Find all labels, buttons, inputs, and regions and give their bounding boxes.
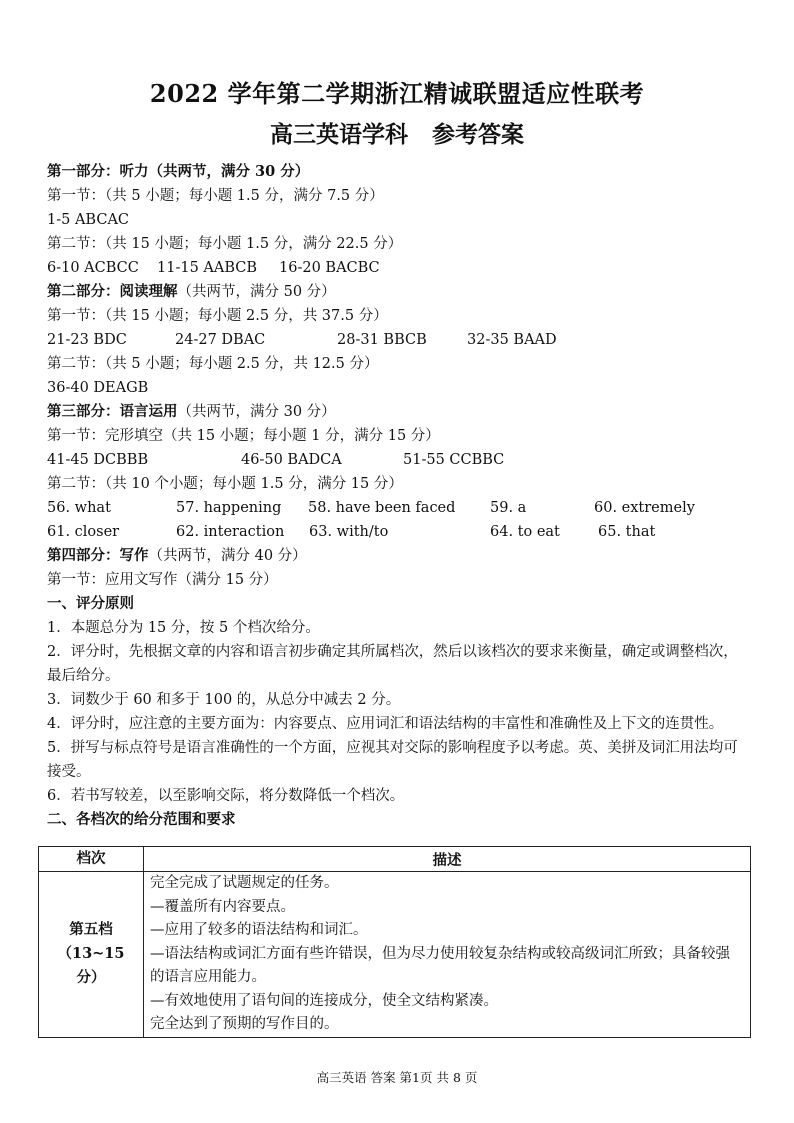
part3-section1: 第一节：完形填空（共 15 小题；每小题 1 分，满分 15 分） [47, 428, 440, 444]
table-row [39, 872, 751, 1038]
part2-section1: 第一节：（共 15 小题；每小题 2.5 分，共 37.5 分） [47, 308, 388, 324]
part4-heading: 第四部分：写作（共两节，满分 40 分） [47, 547, 307, 564]
principle-item: 4．评分时，应注意的主要方面为：内容要点、应用词汇和语法结构的丰富性和准确性及上下文的连贯性。 [47, 716, 724, 732]
subtitle-subject: 高三英语学科 [270, 121, 408, 148]
grading-table [38, 846, 751, 1038]
answer-item: 63. with/to [309, 524, 389, 540]
answer-item: 57. happening [176, 500, 282, 516]
exam-subtitle [0, 116, 794, 149]
answer-item: 65. that [598, 524, 656, 540]
level-range: （13~15 分） [57, 945, 125, 987]
answer-item: 60. extremely [594, 500, 695, 516]
table-header-row [39, 847, 751, 872]
answer-item: 58. have been faced [308, 500, 456, 516]
answer-item: 61. closer [47, 524, 120, 540]
answer-body [47, 160, 751, 832]
principle-item: 5．拼写与标点符号是语言准确性的一个方面，应视其对交际的影响程度予以考虑。英、美拼及词汇用法均可接受。 [47, 740, 738, 780]
answer-item: 56. what [47, 500, 111, 516]
part3-section1-answers [47, 448, 751, 472]
table-header-description: 描述 [144, 847, 751, 872]
answer-group: 6-10 ACBCC [47, 260, 139, 276]
answer-group: 11-15 AABCB [157, 260, 258, 276]
level-cell [39, 872, 144, 1038]
answer-group: 46-50 BADCA [241, 452, 342, 468]
part3-heading: 第三部分：语言运用（共两节，满分 30 分） [47, 403, 336, 420]
part3-section2: 第二节：（共 10 个小题；每小题 1.5 分，满分 15 分） [47, 476, 403, 492]
answer-item: 59. a [490, 500, 527, 516]
answer-group: 41-45 DCBBB [47, 452, 149, 468]
part1-section1: 第一节：（共 5 小题；每小题 1.5 分，满分 7.5 分） [47, 188, 384, 204]
answer-group: 51-55 CCBBC [403, 452, 505, 468]
principle-item: 6．若书写较差，以至影响交际，将分数降低一个档次。 [47, 788, 405, 804]
description-line: —应用了较多的语法结构和词汇。 [150, 922, 368, 938]
description-line: 完全达到了预期的写作目的。 [150, 1016, 339, 1032]
part2-section2-answers: 36-40 DEAGB [47, 380, 149, 396]
answer-group: 32-35 BAAD [467, 332, 557, 348]
part1-section1-answers: 1-5 ABCAC [47, 212, 130, 228]
principle-item: 2．评分时，先根据文章的内容和语言初步确定其所属档次，然后以该档次的要求来衡量，确定或调整档次，最后给分。 [47, 644, 738, 684]
part2-heading: 第二部分：阅读理解（共两节，满分 50 分） [47, 283, 336, 300]
part1-section2-answers [47, 256, 751, 280]
part1-section2: 第二节：（共 15 小题；每小题 1.5 分，满分 22.5 分） [47, 236, 403, 252]
principle-item: 3．词数少于 60 和多于 100 的，从总分中减去 2 分。 [47, 692, 401, 708]
part4-section1: 第一节：应用文写作（满分 15 分） [47, 572, 278, 588]
part3-answers-row1 [47, 496, 751, 520]
answer-item: 62. interaction [176, 524, 285, 540]
answer-group: 24-27 DBAC [175, 332, 266, 348]
description-line: 完全完成了试题规定的任务。 [150, 875, 339, 891]
part2-section1-answers [47, 328, 751, 352]
description-line: —覆盖所有内容要点。 [150, 898, 295, 915]
answer-item: 64. to eat [490, 524, 560, 540]
part3-answers-row2 [47, 520, 751, 544]
answer-group: 28-31 BBCB [337, 332, 427, 348]
description-cell [144, 872, 751, 1038]
answer-group: 21-23 BDC [47, 332, 127, 348]
description-line: —语法结构或词汇方面有些许错误，但为尽力使用较复杂结构或较高级词汇所致；具备较强的语言应用能力。 [150, 945, 730, 985]
table-header-level: 档次 [39, 847, 144, 872]
part1-heading: 第一部分：听力（共两节，满分 30 分） [47, 163, 310, 180]
part2-section2: 第二节：（共 5 小题；每小题 2.5 分，共 12.5 分） [47, 356, 379, 372]
answer-group: 16-20 BACBC [279, 260, 380, 276]
page-footer: 高三英语 答案 第1页 共 8 页 [316, 1070, 478, 1085]
subtitle-answers: 参考答案 [432, 121, 524, 148]
score-range-heading: 二、各档次的给分范围和要求 [47, 811, 236, 828]
level-name: 第五档 [69, 921, 113, 939]
description-line: —有效地使用了语句间的连接成分，使全文结构紧凑。 [150, 992, 498, 1009]
principles-heading: 一、评分原则 [47, 595, 134, 612]
principle-item: 1．本题总分为 15 分，按 5 个档次给分。 [47, 620, 320, 636]
exam-title: 2022 学年第二学期浙江精诚联盟适应性联考 [149, 79, 645, 108]
